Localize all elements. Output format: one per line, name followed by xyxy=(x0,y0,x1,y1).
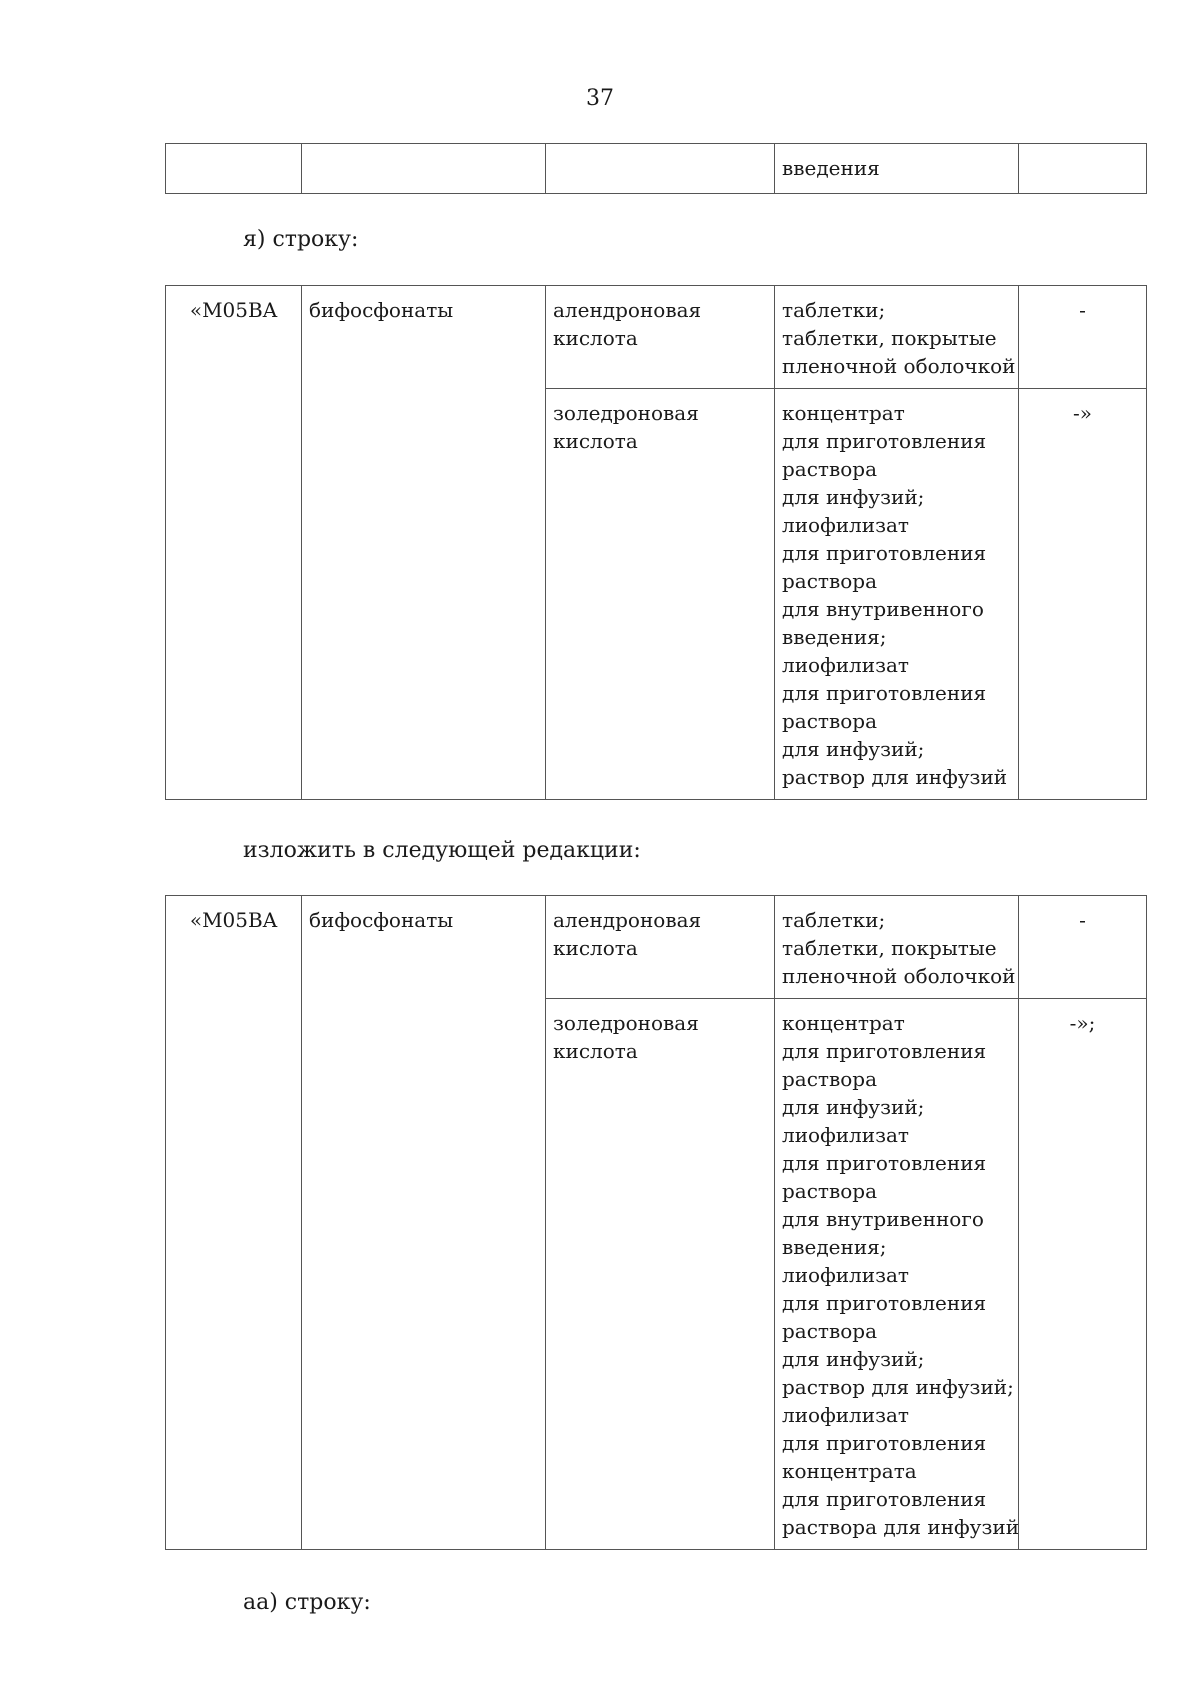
dosage-form-line: лиофилизат xyxy=(782,513,909,537)
empty-cell xyxy=(1019,144,1147,194)
dosage-form-line: для приготовления xyxy=(782,429,987,453)
dosage-form-line: для приготовления xyxy=(782,541,987,565)
empty-cell xyxy=(166,144,302,194)
dosage-form-line: для приготовления xyxy=(782,1291,987,1315)
dosage-form-line: концентрата xyxy=(782,1459,917,1483)
dosage-form-cell: введения xyxy=(775,144,1019,194)
dosage-form-cell xyxy=(775,999,1019,1550)
dosage-form-line: раствор для инфузий; xyxy=(782,1375,1014,1399)
dosage-form-line: раствора xyxy=(782,1179,878,1203)
empty-cell xyxy=(546,144,775,194)
dosage-form-line: концентрат xyxy=(782,1011,905,1035)
dosage-form-line: для инфузий; xyxy=(782,485,925,509)
continuation-table xyxy=(165,143,1147,194)
paragraph-next-row-label: аа) строку: xyxy=(243,1590,371,1615)
dosage-form-line: раствора xyxy=(782,709,878,733)
drug-name-cell: алендроновая кислота xyxy=(546,286,775,389)
dosage-form-line: для приготовления xyxy=(782,1151,987,1175)
mark-cell: -» xyxy=(1019,389,1147,800)
dosage-form-line: для инфузий; xyxy=(782,737,925,761)
table-row xyxy=(166,896,1147,999)
group-cell: бифосфонаты xyxy=(302,896,546,1550)
empty-cell xyxy=(302,144,546,194)
dosage-form-line: раствора xyxy=(782,1067,878,1091)
dosage-form-line: раствора xyxy=(782,1319,878,1343)
dosage-form-line: лиофилизат xyxy=(782,1123,909,1147)
table-row xyxy=(166,286,1147,389)
dosage-form-line: концентрат xyxy=(782,401,905,425)
paragraph-row-label: я) строку: xyxy=(243,227,359,252)
dosage-form-line: введения; xyxy=(782,625,887,649)
dosage-form-line: раствора для инфузий xyxy=(782,1515,1020,1539)
dosage-form-line: для приготовления xyxy=(782,1431,987,1455)
dosage-form-line: для приготовления xyxy=(782,681,987,705)
mark-cell: -»; xyxy=(1019,999,1147,1550)
dosage-form-line: для внутривенного xyxy=(782,1207,984,1231)
old-row-table xyxy=(165,285,1147,800)
dosage-form-cell: таблетки; таблетки, покрытые пленочной оболочкой xyxy=(775,286,1019,389)
dosage-form-cell: таблетки; таблетки, покрытые пленочной оболочкой xyxy=(775,896,1019,999)
dosage-form-line: раствора xyxy=(782,457,878,481)
dosage-form-line: для приготовления xyxy=(782,1039,987,1063)
drug-name-cell: золедроновая кислота xyxy=(546,999,775,1550)
mark-cell: - xyxy=(1019,286,1147,389)
atc-code-cell: «M05BA xyxy=(166,286,302,800)
paragraph-edit-label: изложить в следующей редакции: xyxy=(243,838,641,863)
mark-cell: - xyxy=(1019,896,1147,999)
page-number: 37 xyxy=(586,86,614,111)
dosage-form-line: раствора xyxy=(782,569,878,593)
dosage-form-cell xyxy=(775,389,1019,800)
dosage-form-line: раствор для инфузий xyxy=(782,765,1008,789)
dosage-form-line: для инфузий; xyxy=(782,1347,925,1371)
table-row xyxy=(166,144,1147,194)
drug-name-cell: алендроновая кислота xyxy=(546,896,775,999)
new-row-table xyxy=(165,895,1147,1550)
dosage-form-line: для инфузий; xyxy=(782,1095,925,1119)
dosage-form-line: для внутривенного xyxy=(782,597,984,621)
dosage-form-line: для приготовления xyxy=(782,1487,987,1511)
dosage-form-line: лиофилизат xyxy=(782,653,909,677)
dosage-form-line: введения; xyxy=(782,1235,887,1259)
drug-name-cell: золедроновая кислота xyxy=(546,389,775,800)
group-cell: бифосфонаты xyxy=(302,286,546,800)
dosage-form-line: лиофилизат xyxy=(782,1403,909,1427)
atc-code-cell: «M05BA xyxy=(166,896,302,1550)
dosage-form-line: лиофилизат xyxy=(782,1263,909,1287)
